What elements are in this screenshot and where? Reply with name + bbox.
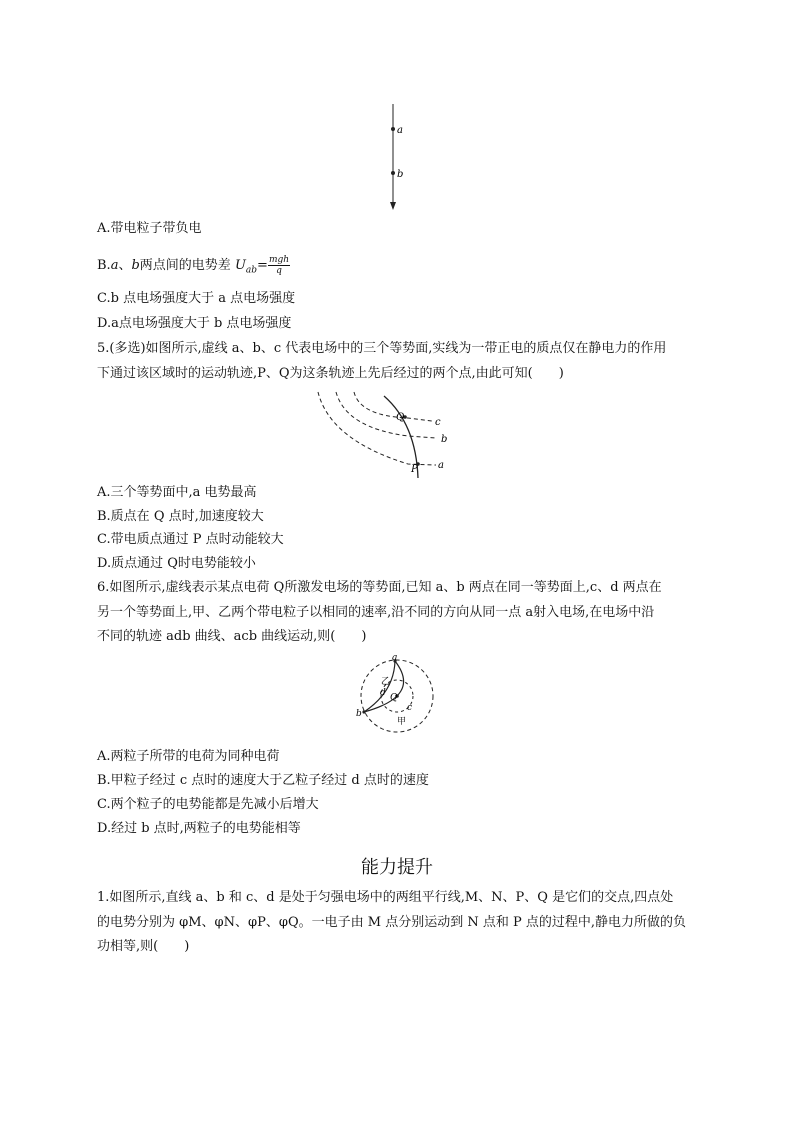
q6-option-c: C.两个粒子的电势能都是先减小后增大 [97,797,319,812]
label-a: a [438,460,444,471]
equipotential-c [354,392,432,421]
label-b: b [397,169,404,180]
label-b: b [441,434,448,445]
q5-stem-line2: 下通过该区域时的运动轨迹,P、Q为这条轨迹上先后经过的两个点,由此可知( ) [97,366,564,381]
q5-stem-line1: 5.(多选)如图所示,虚线 a、b、c 代表电场中的三个等势面,实线为一带正电的质点仅在静电力的作用 [97,341,667,356]
point-charge-equipotential-figure [350,650,440,740]
q4-option-a: A.带电粒子带负电 [97,221,202,236]
p1-stem-line1: 1.如图所示,直线 a、b 和 c、d 是处于匀强电场中的两组平行线,M、N、P、Q 是它们的交点,四点处 [97,890,674,905]
label-a: a [392,653,398,663]
label-c: c [435,417,441,428]
q6-option-d: D.经过 b 点时,两粒子的电势能相等 [97,821,301,836]
q5-option-a: A.三个等势面中,a 电势最高 [97,485,257,500]
label-b: b [356,709,362,719]
p1-stem-line3: 功相等,则( ) [97,939,190,954]
q6-stem-line2: 另一个等势面上,甲、乙两个带电粒子以相同的速率,沿不同的方向从同一点 a射入电场,在电场中沿 [97,605,655,620]
label-P: P [411,464,418,475]
q6-option-b: B.甲粒子经过 c 点时的速度大于乙粒子经过 d 点时的速度 [97,773,429,788]
label-Q: Q [396,412,405,423]
point-b [391,171,395,175]
label-d: d [380,688,386,698]
point-b [362,710,365,713]
q5-option-b: B.质点在 Q 点时,加速度较大 [97,509,264,524]
label-yi: 乙 [381,677,391,687]
p1-stem-line2: 的电势分别为 φM、φN、φP、φQ。一电子由 M 点分别运动到 N 点和 P 点的过程中,静电力所做的负 [97,915,686,930]
fraction-mgh-q: $\frac{\text{mgh}}{q}$ [268,255,290,276]
label-c: c [407,703,413,713]
q5-option-c: C.带电质点通过 P 点时动能较大 [97,532,284,547]
q4-option-c: C.b 点电场强度大于 a 点电场强度 [97,291,296,306]
q4-option-d: D.a点电场强度大于 b 点电场强度 [97,316,292,331]
q6-option-a: A.两粒子所带的电荷为同种电荷 [97,749,280,764]
q6-stem-line3: 不同的轨迹 adb 曲线、acb 曲线运动,则( ) [97,629,367,644]
equipotential-trajectory-figure [308,390,468,482]
point-a [391,127,395,131]
label-a: a [397,125,403,136]
q6-stem-line1: 6.如图所示,虚线表示某点电荷 Q所激发电场的等势面,已知 a、b 两点在同一等势面上,c、d 两点在 [97,580,662,595]
equipotential-b [336,392,436,438]
trajectory-adb [364,661,395,712]
q4-option-b: B.a、b两点间的电势差 $U_{ab}=$ $\frac{\text{mgh}}{q}$ [97,255,290,276]
label-Q: Q [390,693,398,703]
q5-option-d: D.质点通过 Q时电势能较小 [97,556,256,571]
label-jia: 甲 [397,717,407,727]
equipotential-a [318,392,436,465]
section-title: 能力提升 [361,857,433,878]
field-line-figure [380,100,420,215]
